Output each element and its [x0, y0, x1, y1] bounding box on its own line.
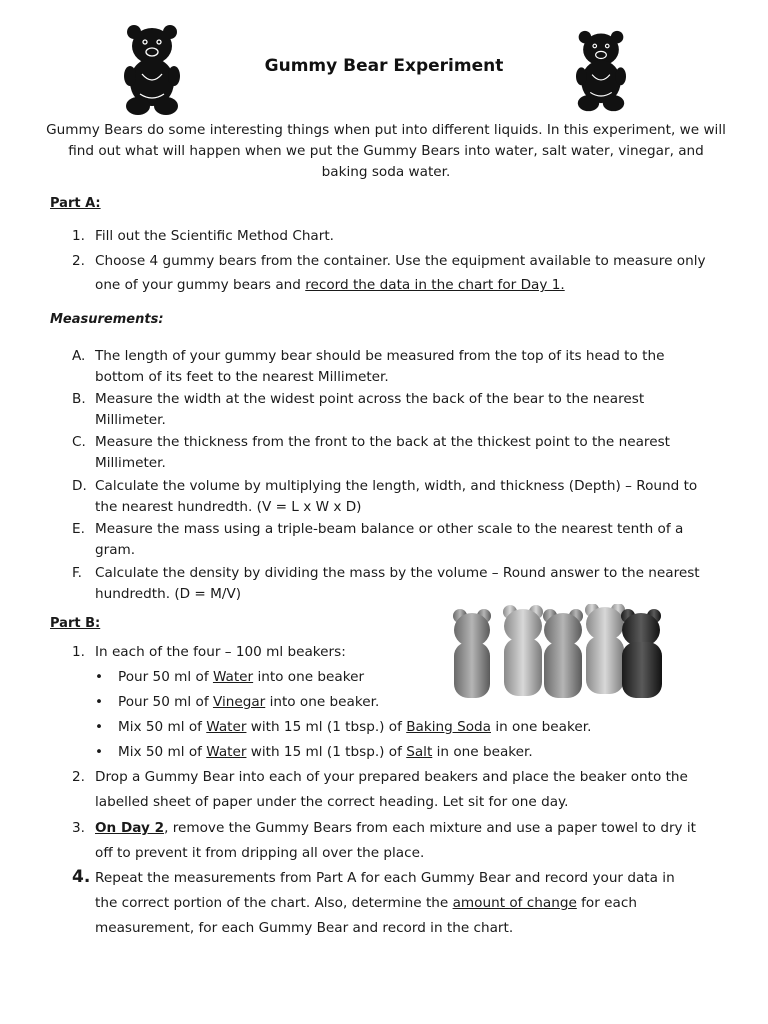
gummy-bears-photo	[448, 604, 670, 704]
measurements-heading: Measurements:	[50, 312, 164, 327]
page-title: Gummy Bear Experiment	[264, 56, 504, 76]
bear-shape-1	[453, 609, 491, 698]
part-b-heading: Part B:	[50, 616, 101, 631]
intro-paragraph: Gummy Bears do some interesting things when put into different liquids. In this experiment, we will find out what will happen when we put the Gummy Bears into water, salt water, vinegar, and baking soda water.	[46, 122, 726, 180]
part-a-heading: Part A:	[50, 196, 101, 211]
